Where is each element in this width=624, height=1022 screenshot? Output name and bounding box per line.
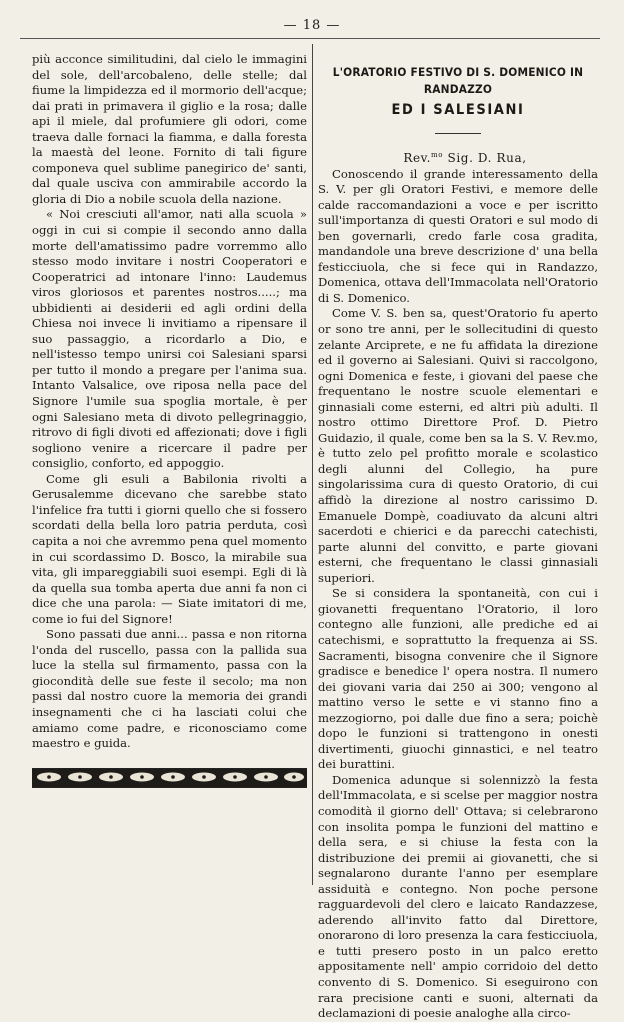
salutation-title: Rev. (403, 151, 432, 165)
salutation-name: Sig. D. Rua, (443, 151, 527, 165)
ornamental-border (32, 768, 307, 788)
ornament-pattern-icon (32, 769, 307, 785)
right-paragraph-4: Domenica adunque si solennizzò la festa dell'Immacolata, e si scelse per maggior nostra comodità il giorno dell' Ottava; si celebrarono con insolita pompa le funzioni del mattino e della sera, e si chiuse la festa con la distribuzione dei premii ai giovanetti, che si segnalarono durante l'anno per esemplare assiduità e contegno. Non poche persone ragguardevoli del clero e laicato Randazzese, aderendo all'invito fatto dal Direttore, onorarono di loro presenza la cara festicciuola, e tutti presero posto in un palco eretto appositamente nell' ampio corridoio del detto convento di S. Domenico. Si eseguirono con rara precisione canti e suoni, alternati da declamazioni di poesie analoghe alla circo- (318, 772, 598, 1021)
salutation-superscript: mo (431, 151, 444, 159)
article-title-line-2: ED I SALESIANI (391, 102, 525, 118)
left-paragraph-4: Sono passati due anni... passa e non ritorna l'onda del ruscello, passa con la pallida sua luce la stella sul firmamento, passa con la giocondità delle sue feste il secolo; ma non passi dal nostro cuore la memoria dei grandi insegnamenti che ci ha lasciati colui che amiamo come padre, e riconosciamo come maestro e guida. (32, 627, 307, 751)
right-paragraph-1: Conoscendo il grande interessamento della S. V. per gli Oratori Festivi, e memore delle calde raccomandazioni a voce e per iscritto sull'importanza di questi Oratori e sul modo di ben governarli, credo farle cosa gradita, mandandole una breve descrizione d' una bella festicciuola, che si fece qui in Randazzo, Domenica, ottava dell'Immacolata nell'Oratorio di S. Domenico. (318, 166, 598, 305)
right-paragraph-3: Se si considera la spontaneità, con cui i giovanetti frequentano l'Oratorio, il loro contegno alle funzioni, alle prediche ed ai catechismi, e soprattutto la frequenza ai SS. Sacramenti, bisogna convenire che il Signore gradisce e benedice l' opera nostra. Il numero dei giovani varia dai 250 ai 300; vengono al mattino verso le sette e vi stanno fino a mezzogiorno, poi dalle due fino a sera; poichè dopo le funzioni si trattengono in onesti divertimenti, giuochi ginnastici, e nel teatro dei burattini. (318, 586, 598, 772)
left-column (32, 52, 307, 891)
right-column (318, 52, 598, 1021)
left-paragraph-3: Come gli esuli a Babilonia rivolti a Gerusalemme dicevano che sarebbe stato l'infelice fra tutti i giorni quello che si fossero scordati della bella loro patria perduta, così capita a noi che avremmo pena quel momento in cui scordassimo D. Bosco, la mirabile sua vita, gli impareggiabili suoi esempi. Egli di là da quella sua tomba aperta due anni fa non ci dice che una parola: — Siate imitatori di me, come io fui del Signore! (32, 471, 307, 626)
article-title-line-1: L'ORATORIO FESTIVO DI S. DOMENICO IN RANDAZZO (332, 65, 584, 96)
header-rule (20, 38, 600, 39)
left-paragraph-2: « Noi cresciuti all'amor, nati alla scuola » oggi in cui si compie il secondo anno dalla morte dell'amatissimo padre vorremmo allo stesso modo invitare i nostri Cooperatori e Cooperatrici ad intonare l'inno: Laudemus viros gloriosos et parentes nostros.....; ma ubbidienti ai desiderii ed agli ordini della Chiesa noi invece li invitiamo a ripensare il suo passaggio, a ricordarlo a Dio, e nell'istesso tempo unirsi coi Salesiani sparsi per tutto il mondo a pregare per l'anima sua. Intanto Valsalice, ove riposa nella pace del Signore l'umile sua spoglia mortale, è per ogni Salesiano meta di divoto pellegrinaggio, ritrovo di figli divoti ed affezionati; dove i figli sogliono venire a ricercare il padre per consiglio, conforto, ed appoggio. (32, 207, 307, 471)
title-rule (435, 133, 481, 134)
salutation (318, 148, 598, 167)
column-divider (312, 44, 313, 885)
article-title (318, 64, 598, 119)
right-paragraph-2: Come V. S. ben sa, quest'Oratorio fu aperto or sono tre anni, per le sollecitudini di questo zelante Arciprete, e ne fu affidata la direzione ed il governo ai Salesiani. Quivi si raccolgono, ogni Domenica e feste, i giovani del paese che frequentano le nostre scuole elementari e ginnasiali come esterni, ed altri più adulti. Il nostro ottimo Direttore Prof. D. Pietro Guidazio, il quale, come ben sa la S. V. Rev.mo, è tutto zelo pel profitto morale e scolastico degli alunni del Collegio, ha pure singolarissima cura di questo Oratorio, di cui affidò la direzione al nostro carissimo D. Emanuele Dompè, coadiuvato da alcuni altri sacerdoti e chierici e da parecchi catechisti, parte alunni del convitto, e parte giovani esterni, che frequentano le classi ginnasiali superiori. (318, 306, 598, 585)
page-number: — 18 — (283, 18, 341, 33)
left-paragraph-1: più acconce similitudini, dal cielo le immagini del sole, dell'arcobaleno, delle stelle; dal fiume la limpidezza ed il mormorio dell'acque; dai prati in primavera il giglio e la rosa; dalle api il miele, dal profumiere gli odori, come traeva dalle fornaci la fiamma, e dalla foresta la maestà del leone. Fornito di tali figure componeva quel sublime panegirico de' santi, dal quale usciva con ammirabile accordo la gloria di Dio a nobile scuola della nazione. (32, 52, 307, 206)
